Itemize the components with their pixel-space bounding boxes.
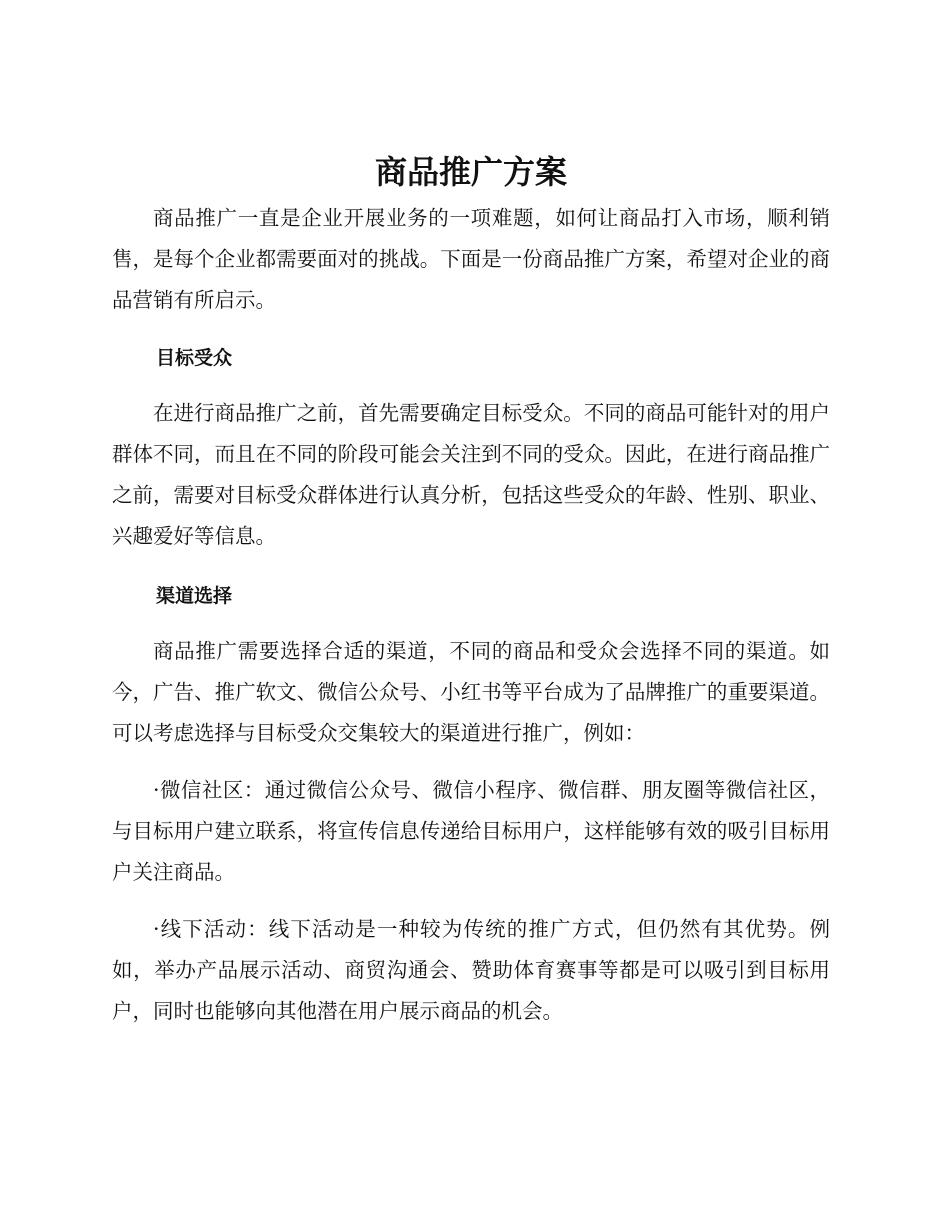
section-heading-channel-selection: 渠道选择 — [156, 585, 233, 607]
bullet-wechat-community: ·微信社区：通过微信公众号、微信小程序、微信群、朋友圈等微信社区，与目标用户建立联系，将宣传信息传递给目标用户，这样能够有效的吸引目标用户关注商品。 — [112, 778, 830, 884]
bullet-offline-activities: ·线下活动：线下活动是一种较为传统的推广方式，但仍然有其优势。例如，举办产品展示活动、商贸沟通会、赞助体育赛事等都是可以吸引到目标用户，同时也能够向其他潜在用户展示商品的机会。 — [112, 917, 830, 1023]
channel-selection-paragraph: 商品推广需要选择合适的渠道，不同的商品和受众会选择不同的渠道。如今，广告、推广软文、微信公众号、小红书等平台成为了品牌推广的重要渠道。可以考虑选择与目标受众交集较大的渠道进行推广，例如： — [112, 639, 830, 745]
target-audience-paragraph: 在进行商品推广之前，首先需要确定目标受众。不同的商品可能针对的用户群体不同，而且在不同的阶段可能会关注到不同的受众。因此，在进行商品推广之前，需要对目标受众群体进行认真分析，包括这些受众的年龄、性别、职业、兴趣爱好等信息。 — [112, 401, 830, 548]
document-title: 商品推广方案 — [374, 153, 567, 191]
intro-paragraph: 商品推广一直是企业开展业务的一项难题，如何让商品打入市场，顺利销售，是每个企业都需要面对的挑战。下面是一份商品推广方案，希望对企业的商品营销有所启示。 — [112, 206, 830, 312]
section-heading-target-audience: 目标受众 — [156, 347, 233, 369]
